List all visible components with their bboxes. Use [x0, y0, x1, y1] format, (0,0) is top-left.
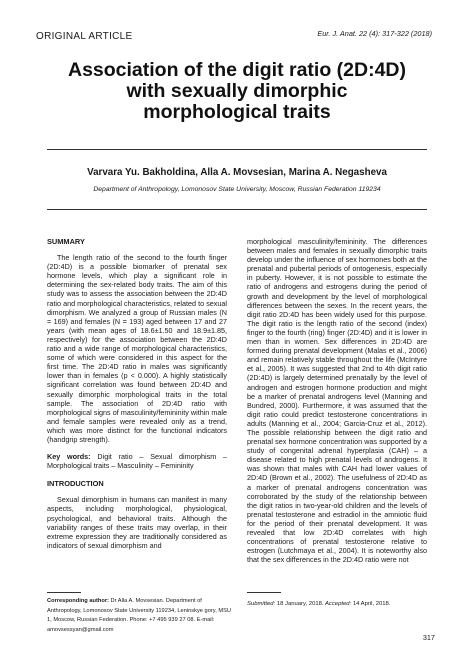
corresponding-author-label: Corresponding author: — [47, 598, 109, 604]
article-title — [30, 60, 444, 123]
title-line: Association of the digit ratio (2D:4D) — [67, 59, 406, 81]
title-line: morphological traits — [143, 101, 331, 123]
submitted-date: 18 January, 2018. — [276, 601, 324, 607]
title-divider-bottom — [47, 209, 427, 210]
right-column — [247, 237, 427, 564]
left-column — [47, 237, 227, 550]
submission-dates — [247, 601, 431, 607]
footnote-rule-left — [47, 592, 81, 593]
introduction-heading: INTRODUCTION — [47, 479, 104, 489]
journal-reference: Eur. J. Anat. 22 (4): 317-322 (2018) — [317, 29, 432, 38]
accepted-label: Accepted: — [324, 601, 352, 607]
submitted-label: Submitted: — [247, 601, 276, 607]
title-divider-top — [47, 149, 427, 150]
author-list: Varvara Yu. Bakholdina, Alla A. Movsesian, Marina A. Negasheva — [87, 167, 387, 178]
summary-text: The length ratio of the second to the fourth finger (2D:4D) is a possible biomarker of prenatal sex hormone levels, which play a significant role in determining the sex-related body traits. The aim of this study was to assess the association between the 2D:4D ratio and morphological characteristics, related to sexual dimorphism. We analyzed a group of Russian males (N = 169) and females (N = 193) aged between 17 and 27 years (with mean ages of 18.6±1.50 and 18.9±1.85, respectively) for the association between the 2D:4D ratio and a wide range of morphological characteristics, some of which were considered in this aspect for the first time. The 2D:4D ratio in males was significantly lower than in females (p < 0.000). A highly statistically significant correlation was found between 2D:4D and sexually dimorphic morphological traits in the total sample. The association of 2D:4D ratio with morphological signs of masculinity/femininity within male and female samples were revealed only as a trend, which was more distinct for the functional indicators (handgrip strength). — [47, 253, 227, 444]
keywords — [47, 452, 227, 470]
footnote-rule-right — [247, 592, 281, 593]
section-label: ORIGINAL ARTICLE — [36, 31, 133, 42]
introduction-text: Sexual dimorphism in humans can manifest in many aspects, including morphological, physiological, psychological, and behavioral traits. Although the variability ranges of these traits may overlap, in their extreme expression they are traditionally considered as indicators of sexual dimorphism and — [47, 495, 227, 550]
corresponding-author-text: Dr Alla A. Movsesian. Department of Anthropology, Lomonosov State University 119234, Leninskye gory, MSU 1, Moscow, Russian Federation. Phone: +7 495 939 27 08. E-mail: amovsessyan@gmail.com — [47, 598, 231, 633]
affiliation: Department of Anthropology, Lomonosov State University, Moscow, Russian Federation 119234 — [93, 186, 381, 193]
keywords-text: Digit ratio – Sexual dimorphism – Morphological traits – Masculinity – Femininity — [47, 452, 227, 471]
corresponding-author-footnote — [47, 597, 231, 635]
accepted-date: 14 April, 2018. — [352, 601, 391, 607]
title-line: with sexually dimorphic — [126, 80, 348, 102]
keywords-label: Key words: — [47, 452, 91, 462]
body-paragraph: morphological masculinity/femininity. The differences between males and females in sexually dimorphic traits develop under the influence of sex hormones both at the prenatal and pubertal periods of ontogenesis, especially in puberty. However, it is not possible to estimate the ratio of androgens and estrogens during the period of growth and development by the level of morphological differences between the sexes. In the recent years, the digit ratio 2D:4D has been widely used for this purpose. The digit ratio is the length ratio of the second (index) finger to the fourth (ring) finger (2D:4D) and it is lower in men than in women. Sex differences in 2D:4D are formed during prenatal development (Malas et al., 2006) and remain relatively stable throughout the life (McIntyre et al., 2005). It was suggested that 2nd to 4th digit ratio (2D:4D) is largely determined prenatally by the level of androgen and estrogen hormone production and might be a marker of prenatal androgens level (Manning and Bundred, 2000). Furthermore, it was assumed that the digit ratio could predict testosterone concentrations in adults (Manning et al., 2004; Garcia-Cruz et al., 2012). The possible relationship between the digit ratio and prenatal sex hormone concentration was supported by a study of congenital adrenal hyperplasia (CAH) – a disease related to high prenatal levels of androgens. It was shown that males with CAH had lower values of 2D:4D (Brown et al., 2002). The usefulness of 2D:4D as a marker of prenatal androgens concentration was corroborated by the study of the relationship between the digit ratios in two-year-old children and the levels of prenatal testosterone and estradiol in the amniotic fluid for the period of their prenatal development. It was revealed that low 2D:4D correlates with high concentrations of prenatal testosterone relative to estrogen (Lutchmaya et al., 2004). It is noteworthy also that the sex differences in the 2D:4D ratio were not — [247, 237, 427, 565]
page-number: 317 — [422, 633, 435, 642]
summary-heading: SUMMARY — [47, 237, 85, 246]
